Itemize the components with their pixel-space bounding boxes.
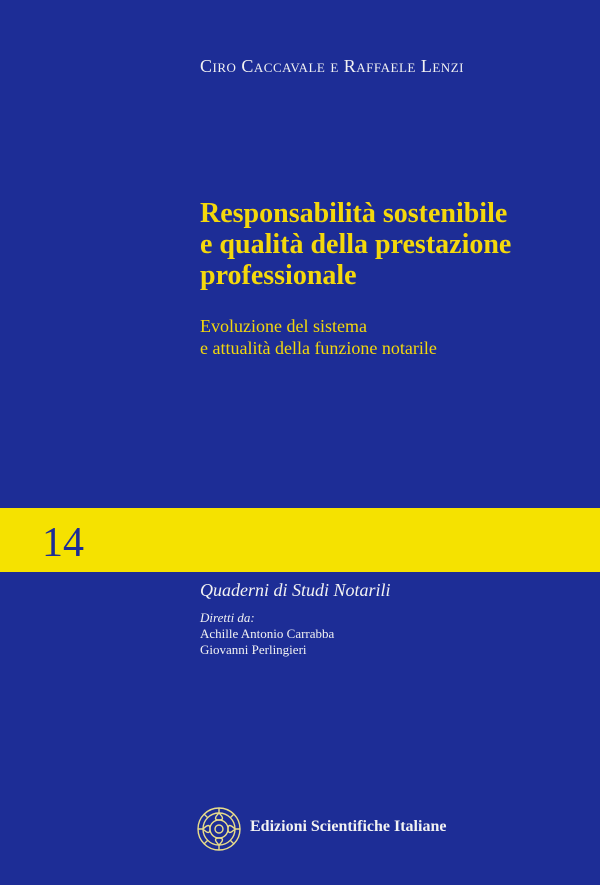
yellow-band xyxy=(0,508,600,572)
authors: Ciro Caccavale e Raffaele Lenzi xyxy=(200,56,464,76)
subtitle-line: Evoluzione del sistema xyxy=(200,316,367,336)
volume-number: 14 xyxy=(42,520,84,566)
title-line: Responsabilità sostenibile xyxy=(200,198,508,229)
title-line: e qualità della prestazione xyxy=(200,229,512,260)
subtitle-line: e attualità della funzione notarile xyxy=(200,338,437,358)
editor-name: Giovanni Perlingieri xyxy=(200,642,307,657)
book-subtitle xyxy=(200,315,590,359)
series-title: Quaderni di Studi Notarili xyxy=(200,580,391,600)
editors-label: Diretti da: xyxy=(200,610,255,625)
editors-list xyxy=(200,626,334,658)
title-line: professionale xyxy=(200,260,357,291)
editor-name: Achille Antonio Carrabba xyxy=(200,626,335,641)
publisher-name: Edizioni Scientifiche Italiane xyxy=(250,818,447,835)
publisher-emblem-icon xyxy=(196,806,242,852)
book-title xyxy=(200,198,590,291)
